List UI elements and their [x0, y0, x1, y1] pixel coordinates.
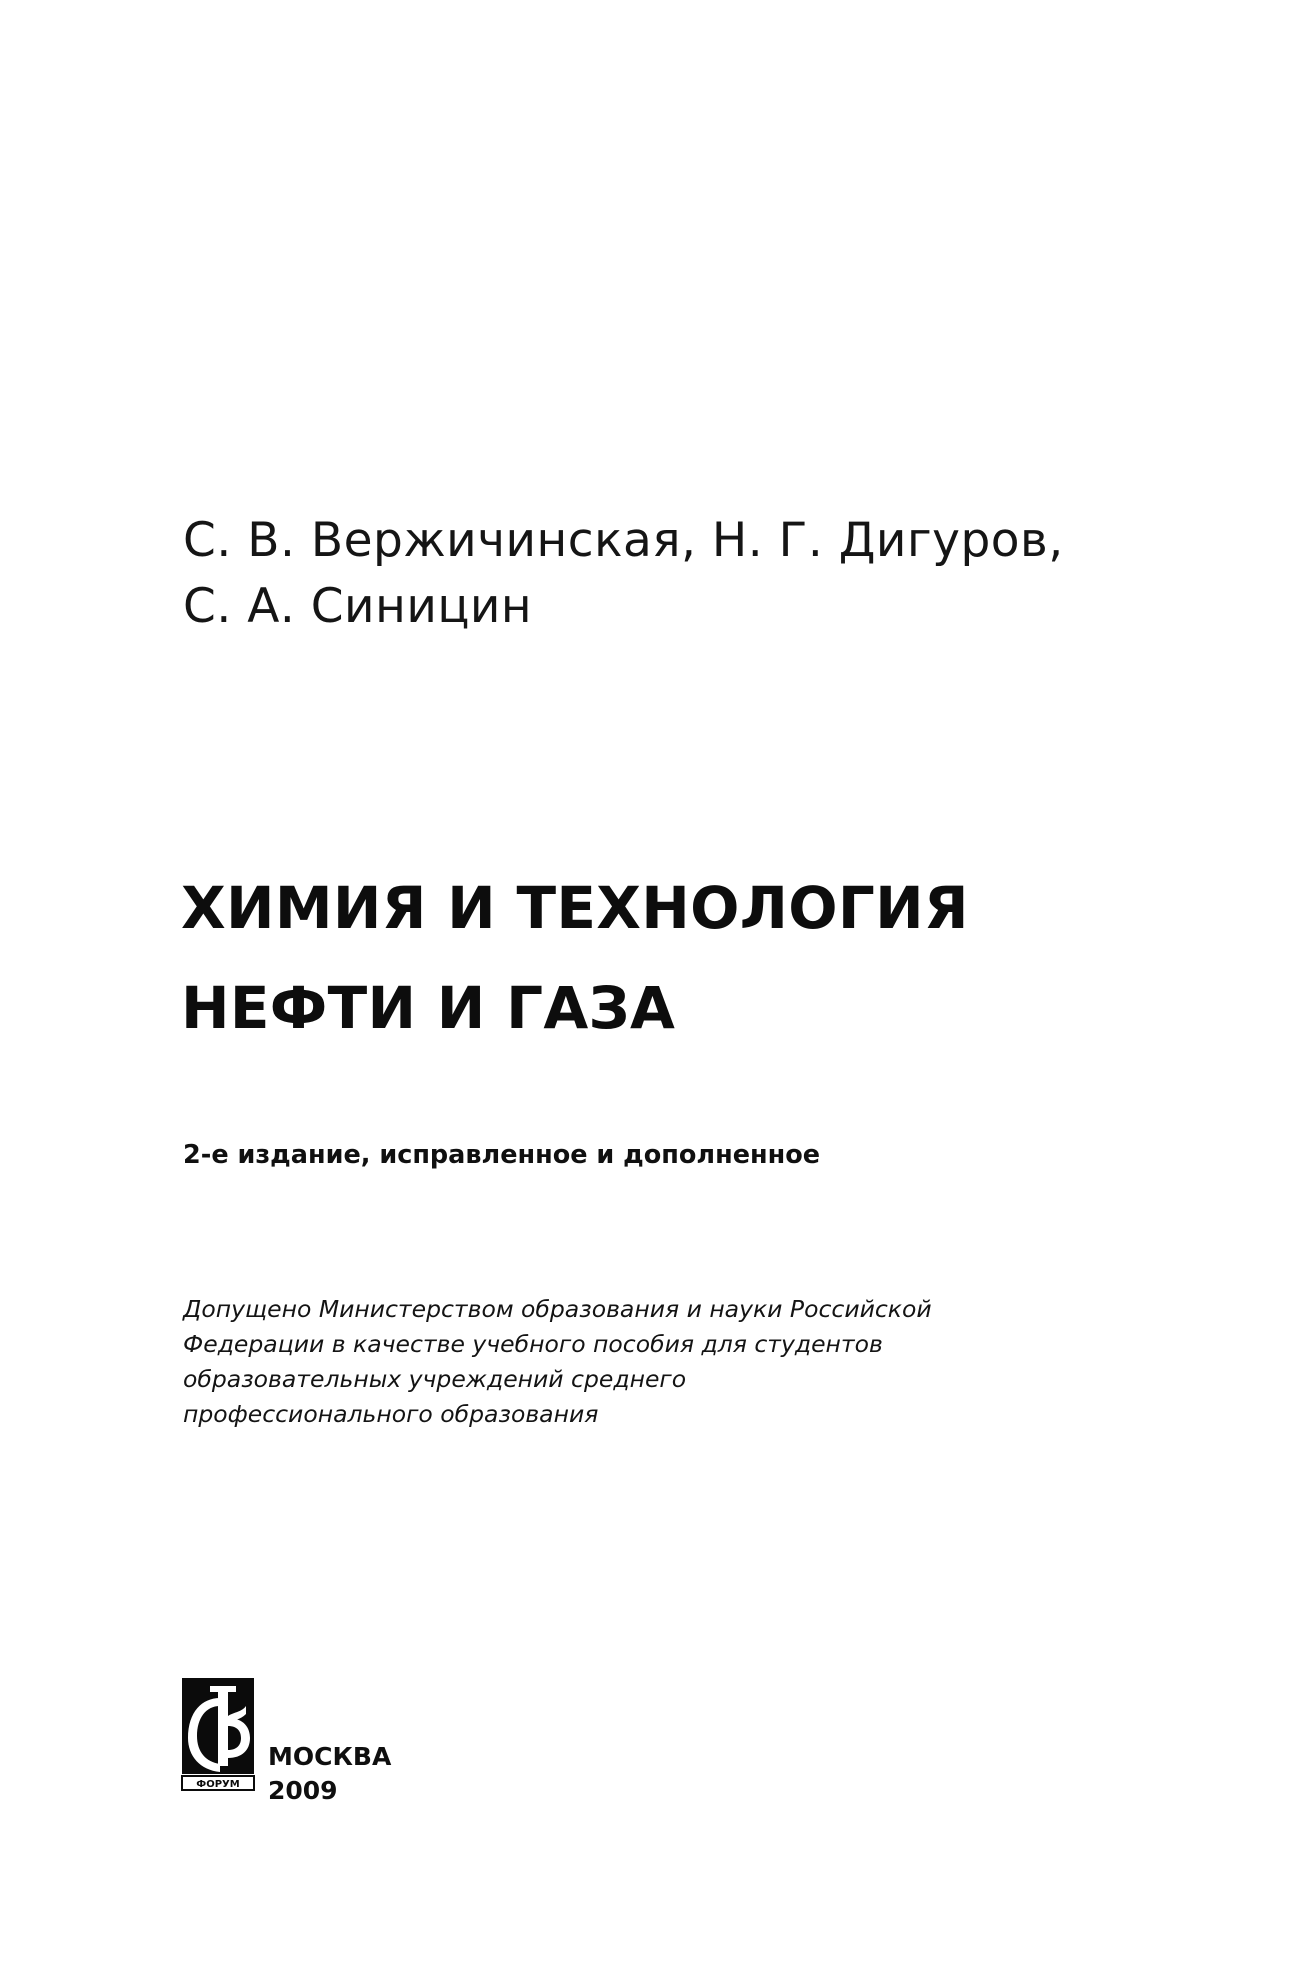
logo-caption-text: ФОРУМ [196, 1779, 240, 1790]
book-title-line-1: ХИМИЯ И ТЕХНОЛОГИЯ [181, 874, 969, 942]
authors-line-2: С. А. Синицин [183, 579, 533, 634]
approval-line-1: Допущено Министерством образования и науки Российской [183, 1295, 932, 1323]
forum-publisher-logo [180, 1676, 256, 1792]
approval-line-4: профессионального образования [183, 1400, 599, 1428]
publication-city: МОСКВА [268, 1742, 392, 1771]
authors-block [183, 508, 1064, 640]
imprint-text [268, 1740, 391, 1808]
publication-year: 2009 [268, 1776, 338, 1805]
logo-f-stem [218, 1688, 228, 1766]
authors-line-1: С. В. Вержичинская, Н. Г. Дигуров, [183, 513, 1064, 568]
edition-note: 2-е издание, исправленное и дополненное [183, 1140, 821, 1170]
approval-statement [183, 1292, 932, 1432]
book-title-line-2: НЕФТИ И ГАЗА [181, 974, 676, 1042]
approval-line-3: образовательных учреждений среднего [183, 1365, 687, 1393]
logo-f-top-bar [210, 1686, 236, 1692]
publisher-imprint [180, 1676, 392, 1805]
approval-line-2: Федерации в качестве учебного пособия для студентов [183, 1330, 883, 1358]
book-title [181, 858, 969, 1058]
